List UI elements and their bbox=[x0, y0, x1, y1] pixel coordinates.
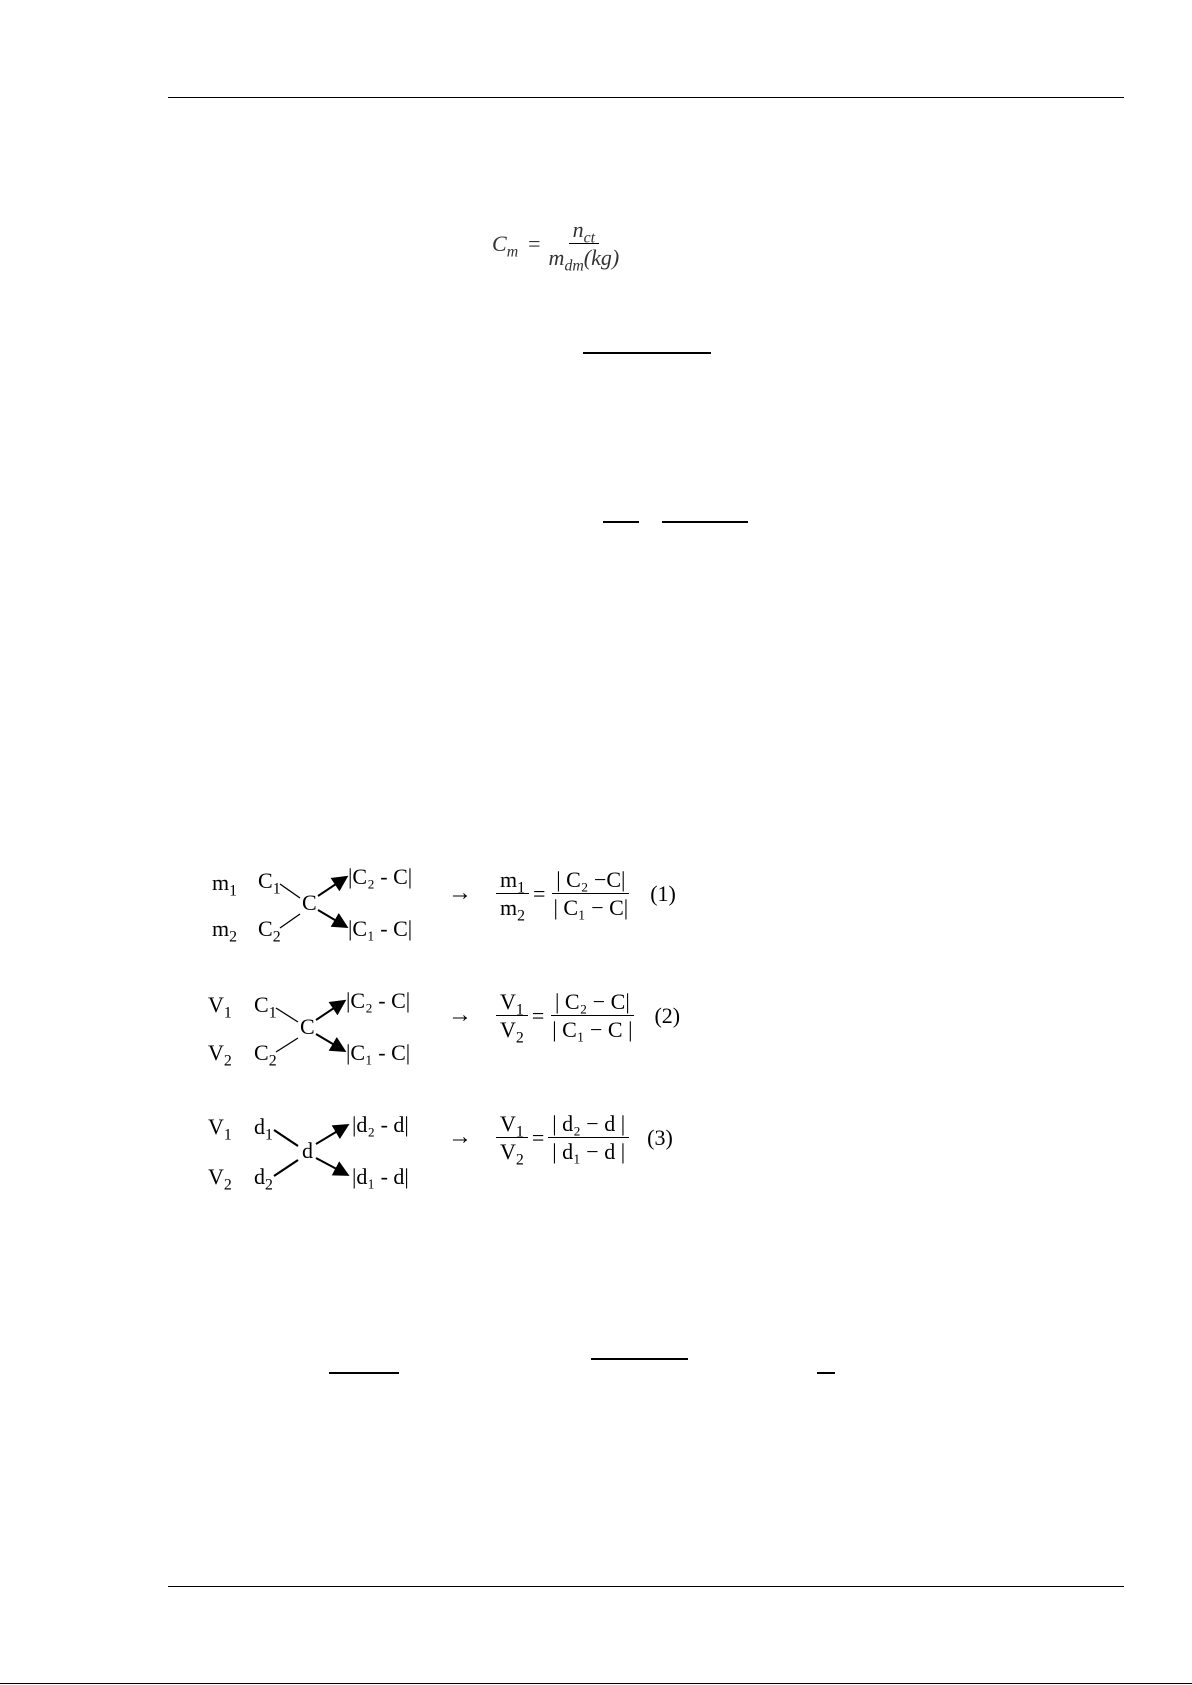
fraction-bar bbox=[817, 1372, 835, 1374]
ratio-left: $\frac{m_1}{m_2}$ bbox=[496, 868, 529, 919]
formula-fraction: $\frac{n_{ct}}{m_{dm}(kg)}$ bbox=[548, 217, 620, 275]
ratio-right: $\frac{\text{| d₂ − d |}}{\text{| d₁ − d |}}$ bbox=[548, 1112, 629, 1163]
mixing-equation-1 bbox=[448, 867, 676, 925]
formula-equals: = bbox=[528, 230, 541, 256]
diagram-center: d bbox=[302, 1138, 313, 1163]
diagram-left-top-conc: $d_1$ bbox=[254, 1114, 273, 1144]
diagram-center: C bbox=[300, 1014, 315, 1039]
diagram-out-bottom: |d₁ - d| bbox=[352, 1164, 409, 1189]
ratio-equals: = bbox=[531, 1002, 545, 1028]
mixing-equation-3 bbox=[448, 1111, 673, 1169]
diagram-center: C bbox=[302, 890, 317, 915]
diagram-out-bottom: |C₁ - C| bbox=[346, 1040, 411, 1065]
diagram-left-bottom-qty: $m_2$ bbox=[212, 916, 238, 946]
diagram-out-top: |d₂ - d| bbox=[352, 1112, 409, 1137]
arrow-right-icon: → bbox=[448, 1002, 472, 1029]
ratio-left: $\frac{V_1}{V_2}$ bbox=[496, 1112, 528, 1163]
ratio-left: $\frac{V_1}{V_2}$ bbox=[496, 990, 528, 1041]
arrow-right-icon: → bbox=[448, 880, 472, 907]
diagram-out-bottom: |C₁ - C| bbox=[348, 916, 413, 941]
arrow-right-icon: → bbox=[448, 1124, 472, 1151]
diagram-left-bottom-conc: $C_2$ bbox=[258, 916, 281, 946]
diagram-left-bottom-conc: $d_2$ bbox=[254, 1164, 273, 1194]
page-edge-rule bbox=[0, 1683, 1192, 1684]
fraction-bar bbox=[583, 352, 711, 354]
diagram-left-bottom-qty: $V_2$ bbox=[208, 1040, 232, 1070]
equation-number: (2) bbox=[654, 1002, 681, 1028]
mixing-equation-2 bbox=[448, 989, 681, 1047]
diagram-out-top: |C₂ - C| bbox=[348, 864, 413, 889]
diagram-left-top-qty: $m_1$ bbox=[212, 870, 238, 900]
diagram-left-bottom-conc: $C_2$ bbox=[254, 1040, 277, 1070]
equation-number: (1) bbox=[650, 880, 676, 906]
diagram-left-top-conc: $C_1$ bbox=[254, 992, 277, 1022]
diagram-cross-lines bbox=[200, 862, 400, 952]
ratio-equals: = bbox=[531, 1124, 545, 1150]
footer-rule bbox=[168, 1586, 1124, 1587]
diagram-cross-lines bbox=[200, 1110, 400, 1200]
ratio-equals: = bbox=[533, 880, 546, 906]
fraction-bar bbox=[591, 1358, 688, 1360]
diagram-out-top: |C₂ - C| bbox=[346, 988, 411, 1013]
formula-lhs: $C_m$ bbox=[492, 230, 519, 261]
header-rule bbox=[168, 97, 1124, 98]
molality-formula bbox=[492, 217, 623, 275]
fraction-bar bbox=[329, 1372, 399, 1374]
diagram-left-top-conc: $C_1$ bbox=[258, 868, 281, 898]
diagram-left-top-qty: $V_1$ bbox=[208, 992, 232, 1022]
diagram-left-bottom-qty: $V_2$ bbox=[208, 1164, 232, 1194]
ratio-right: $\frac{\text{| C₂ −C|}}{\text{| C₁ − C|}}$ bbox=[553, 867, 629, 921]
equation-number: (3) bbox=[647, 1124, 673, 1150]
diagram-cross-lines bbox=[200, 986, 400, 1076]
fraction-bar bbox=[662, 521, 748, 523]
diagram-left-top-qty: $V_1$ bbox=[208, 1114, 232, 1144]
ratio-right: $\frac{\text{| C₂ − C|}}{\text{| C₁ − C |}}$ bbox=[552, 989, 633, 1043]
fraction-bar bbox=[603, 521, 639, 523]
